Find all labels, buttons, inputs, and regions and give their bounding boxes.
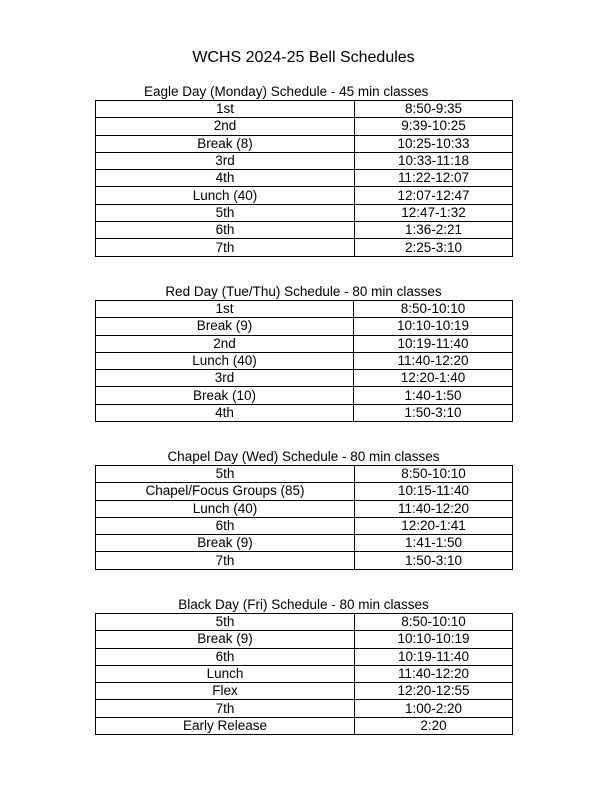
schedule-table [95,465,513,570]
period-cell: Chapel/Focus Groups (85) [96,483,355,500]
time-cell: 1:40-1:50 [354,387,513,404]
period-cell: Lunch (40) [96,500,355,517]
period-cell: 1st [96,101,355,118]
period-cell: Break (8) [96,135,355,152]
section-heading: Red Day (Tue/Thu) Schedule - 80 min classes [165,284,442,299]
period-cell: 1st [96,301,354,318]
table-row [96,222,513,239]
period-cell: 3rd [96,370,354,387]
chapel-day-schedule [95,449,512,570]
time-cell: 10:15-11:40 [355,483,513,500]
time-cell: 11:40-12:20 [355,665,513,682]
table-row [96,614,513,631]
period-cell: 5th [96,204,355,221]
black-day-schedule [95,597,512,735]
table-row [96,717,513,734]
time-cell: 8:50-10:10 [354,301,513,318]
period-cell: 5th [96,466,355,483]
time-cell: 10:33-11:18 [355,152,513,169]
time-cell: 10:19-11:40 [355,648,513,665]
table-row [96,665,513,682]
table-row [96,301,513,318]
time-cell: 8:50-10:10 [355,466,513,483]
time-cell: 10:10-10:19 [354,318,513,335]
period-cell: 5th [96,614,355,631]
time-cell: 11:22-12:07 [355,170,513,187]
page-title: WCHS 2024-25 Bell Schedules [192,49,415,66]
period-cell: 4th [96,170,355,187]
time-cell: 10:10-10:19 [355,631,513,648]
schedule-table [95,300,513,422]
time-cell: 1:50-3:10 [355,552,513,569]
red-day-schedule [95,284,512,422]
table-row [96,700,513,717]
time-cell: 12:47-1:32 [355,204,513,221]
period-cell: 7th [96,239,355,256]
eagle-day-schedule [95,84,512,257]
table-row [96,466,513,483]
time-cell: 11:40-12:20 [355,500,513,517]
time-cell: 1:36-2:21 [355,222,513,239]
time-cell: 8:50-9:35 [355,101,513,118]
table-row [96,335,513,352]
table-row [96,118,513,135]
table-row [96,187,513,204]
time-cell: 8:50-10:10 [355,614,513,631]
time-cell: 2:20 [355,717,513,734]
table-row [96,318,513,335]
period-cell: 6th [96,517,355,534]
time-cell: 11:40-12:20 [354,352,513,369]
period-cell: 7th [96,552,355,569]
time-cell: 1:00-2:20 [355,700,513,717]
time-cell: 12:20-1:41 [355,517,513,534]
time-cell: 9:39-10:25 [355,118,513,135]
period-cell: Break (9) [96,631,355,648]
period-cell: Flex [96,683,355,700]
table-row [96,370,513,387]
table-row [96,404,513,421]
table-row [96,135,513,152]
period-cell: 2nd [96,118,355,135]
section-heading: Eagle Day (Monday) Schedule - 45 min classes [144,84,429,99]
period-cell: Break (10) [96,387,354,404]
schedule-table [95,100,513,257]
period-cell: Lunch (40) [96,187,355,204]
period-cell: 4th [96,404,354,421]
period-cell: Lunch (40) [96,352,354,369]
time-cell: 10:19-11:40 [354,335,513,352]
table-row [96,683,513,700]
table-row [96,517,513,534]
period-cell: Break (9) [96,535,355,552]
table-row [96,648,513,665]
section-heading: Chapel Day (Wed) Schedule - 80 min classes [167,449,440,464]
time-cell: 12:20-12:55 [355,683,513,700]
table-row [96,352,513,369]
table-row [96,152,513,169]
table-row [96,552,513,569]
period-cell: 6th [96,648,355,665]
time-cell: 12:07-12:47 [355,187,513,204]
period-cell: 7th [96,700,355,717]
section-heading: Black Day (Fri) Schedule - 80 min classes [178,597,429,612]
time-cell: 1:41-1:50 [355,535,513,552]
time-cell: 1:50-3:10 [354,404,513,421]
table-row [96,535,513,552]
table-row [96,101,513,118]
table-row [96,387,513,404]
time-cell: 2:25-3:10 [355,239,513,256]
table-row [96,239,513,256]
table-row [96,170,513,187]
time-cell: 12:20-1:40 [354,370,513,387]
table-row [96,483,513,500]
period-cell: Lunch [96,665,355,682]
period-cell: 3rd [96,152,355,169]
period-cell: 2nd [96,335,354,352]
period-cell: Early Release [96,717,355,734]
table-row [96,204,513,221]
period-cell: Break (9) [96,318,354,335]
table-row [96,500,513,517]
table-row [96,631,513,648]
period-cell: 6th [96,222,355,239]
schedule-table [95,613,513,735]
time-cell: 10:25-10:33 [355,135,513,152]
